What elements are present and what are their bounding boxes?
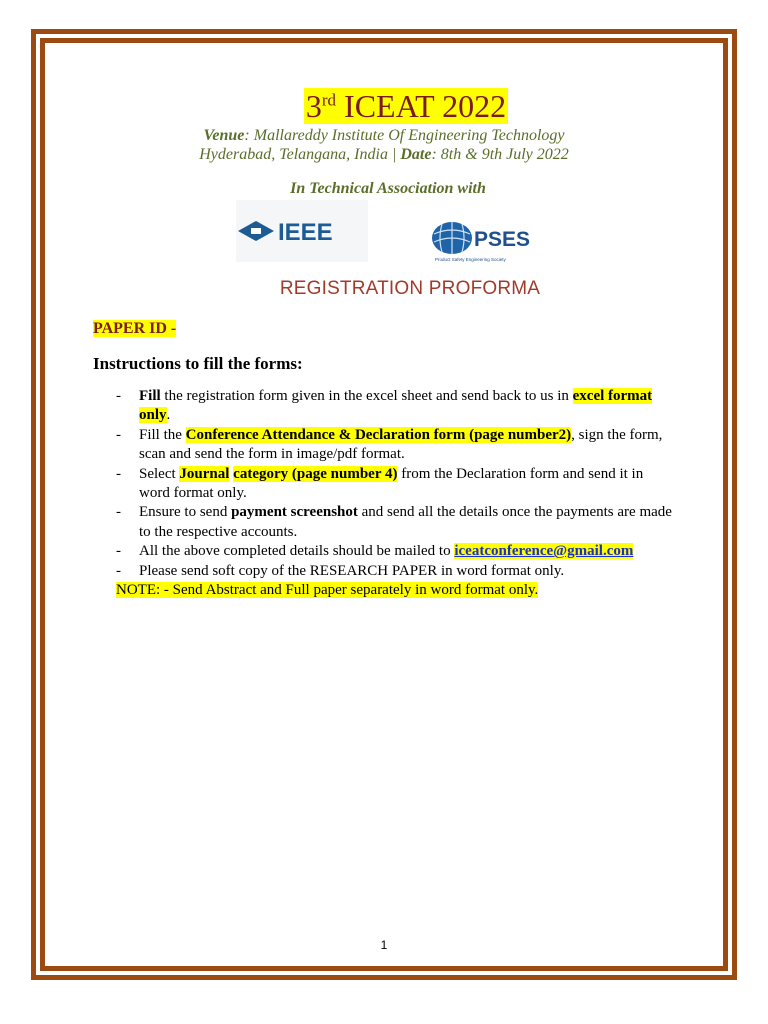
venue-info: Venue: Mallareddy Institute Of Engineering Technology Hyderabad, Telangana, India | Date: 8th & 9th July 2022 [199,127,569,163]
paper-id-label: PAPER ID - [93,320,177,337]
page-number: 1 [380,938,388,952]
list-item: - Fill the registration form given in the excel sheet and send back to us in excel format only. [116,388,653,424]
list-item: - Select Journal category (page number 4) from the Declaration form and send it in word format only. [116,465,644,502]
instructions-list [116,387,676,600]
conference-title: 3rd ICEAT 2022 [305,88,507,124]
list-item: - Ensure to send payment screenshot and send all the details once the payments are made to the respective accounts. [116,504,672,540]
list-item: - All the above completed details should be mailed to iceatconference@gmail.com [116,543,634,560]
svg-text:IEEE: IEEE [278,219,333,246]
ieee-logo [236,200,368,262]
email-link[interactable]: iceatconference@gmail.com [454,543,634,560]
association-text: In Technical Association with [290,180,486,197]
list-item: - Please send soft copy of the RESEARCH PAPER in word format only. [116,562,565,579]
svg-text:PSES: PSES [474,228,531,251]
instructions-heading: Instructions to fill the forms: [93,354,303,373]
list-item: - Fill the Conference Attendance & Declaration form (page number2), sign the form, scan and send the form in image/pdf format. [116,426,663,463]
note-text: NOTE: - Send Abstract and Full paper separately in word format only. [116,582,539,599]
pses-logo [430,214,536,264]
registration-title: REGISTRATION PROFORMA [279,278,541,299]
svg-text:Product Safety Engineering Soc: Product Safety Engineering Society [435,257,506,262]
